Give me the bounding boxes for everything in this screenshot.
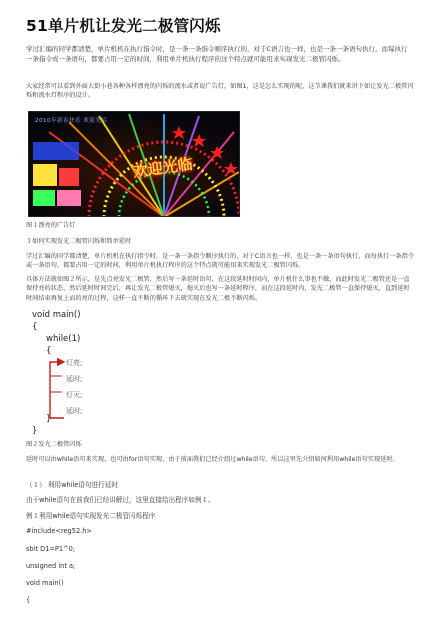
figure-1-caption: 图１漂亮的广告灯 (26, 222, 76, 229)
example-title: 例１利用while语句实现发光二极管闪烁程序 (26, 512, 156, 520)
billboard-sign-text: 欢迎光临 (131, 154, 194, 182)
diagram-line-while-brace-close: } (46, 414, 52, 424)
diagram-loop-arrow (26, 306, 176, 438)
diagram-delay-1: 延时; (66, 375, 83, 383)
paragraph-2: 大家经常可以看到外面大街小巷各种各样漂亮的闪烁的流水或者说广告灯，如图1，这是怎么实现的呢，这节课我们就来讲下如让发光二极管闪烁和流水灯程序的设计。 (26, 83, 414, 100)
code-line-sbit: sbit D1=P1^0; (26, 545, 76, 553)
billboard-image (28, 111, 240, 217)
diagram-line-brace-close: } (32, 426, 38, 436)
diagram-led-on: 灯亮; (66, 359, 83, 367)
paragraph-4: 具体方法就如图２所示，是先点亮发光二极管，然后写一条延时语句，在这段延时时间内，单片机什么事也不做，而此时发光二极管还是一直保持亮的状态，然后延时时间完后，再让发光二极管熄灭，熄灭后也写一条延时程序，而在这段延时内，发光二极管一直保持熄灭，直到延时时间结束再复上而的亮的过程，这样一直不断的循环下去就实现在发光二极不断闪烁。 (26, 276, 410, 302)
blink-flow-diagram (26, 306, 176, 438)
diagram-led-off: 灯灭; (66, 391, 83, 399)
page-title: 51单片机让发光二极管闪烁 (26, 17, 221, 35)
diagram-line-brace-open: { (32, 322, 38, 332)
code-line-var: unsigned int a; (26, 562, 76, 570)
section-heading-2: （１） 利用while语句进行延时 (26, 481, 118, 489)
diagram-line-main: void main() (32, 310, 81, 320)
intro-paragraph: 学过汇编的同学都清楚，单片机机在执行指令时，是一条一条指令顺序执行的，对于C语言也一样，也是一条一条语句执行，而每执行一条指令或一条语句，都要占用一定的时间，利用单片机执行程序的这个特点就可能用来实现发光二极管闪烁。 (26, 45, 408, 63)
paragraph-3: 学过汇编的同学都清楚，单片机机在执行指令时，是一条一条指令顺序执行的，对于C语言也一样，也是一条一条语句执行，而每执行一条指令或一条语句，都要占用一定的时间，利用单片机执行程序的这个特点就可能用来实现发光二极管闪烁。 (26, 253, 414, 270)
diagram-line-while: while(1) (46, 334, 81, 344)
code-line-include: #include<reg52.h> (26, 527, 92, 535)
section-heading-1: １如何实现发光二极管闪烁和简单延时 (26, 238, 132, 245)
diagram-delay-2: 延时; (66, 407, 83, 415)
paragraph-6: 由于while语句在前我们已经讲解过，这里直接给出程序如例１。 (26, 496, 215, 504)
billboard-caption: 2010年新春快乐 欢迎光临 (35, 118, 108, 124)
code-line-brace: { (26, 596, 31, 604)
figure-2-caption: 图２发光二极管闪烁 (26, 441, 82, 448)
diagram-line-while-brace-open: { (46, 346, 52, 356)
paragraph-5: 延时可以由while语句来实现，也可由for语句实现，由于前面我们已经介绍过while语句，所以这里先介绍如何利用while语句实现延时。 (26, 456, 399, 463)
code-line-main: void main() (26, 579, 64, 587)
